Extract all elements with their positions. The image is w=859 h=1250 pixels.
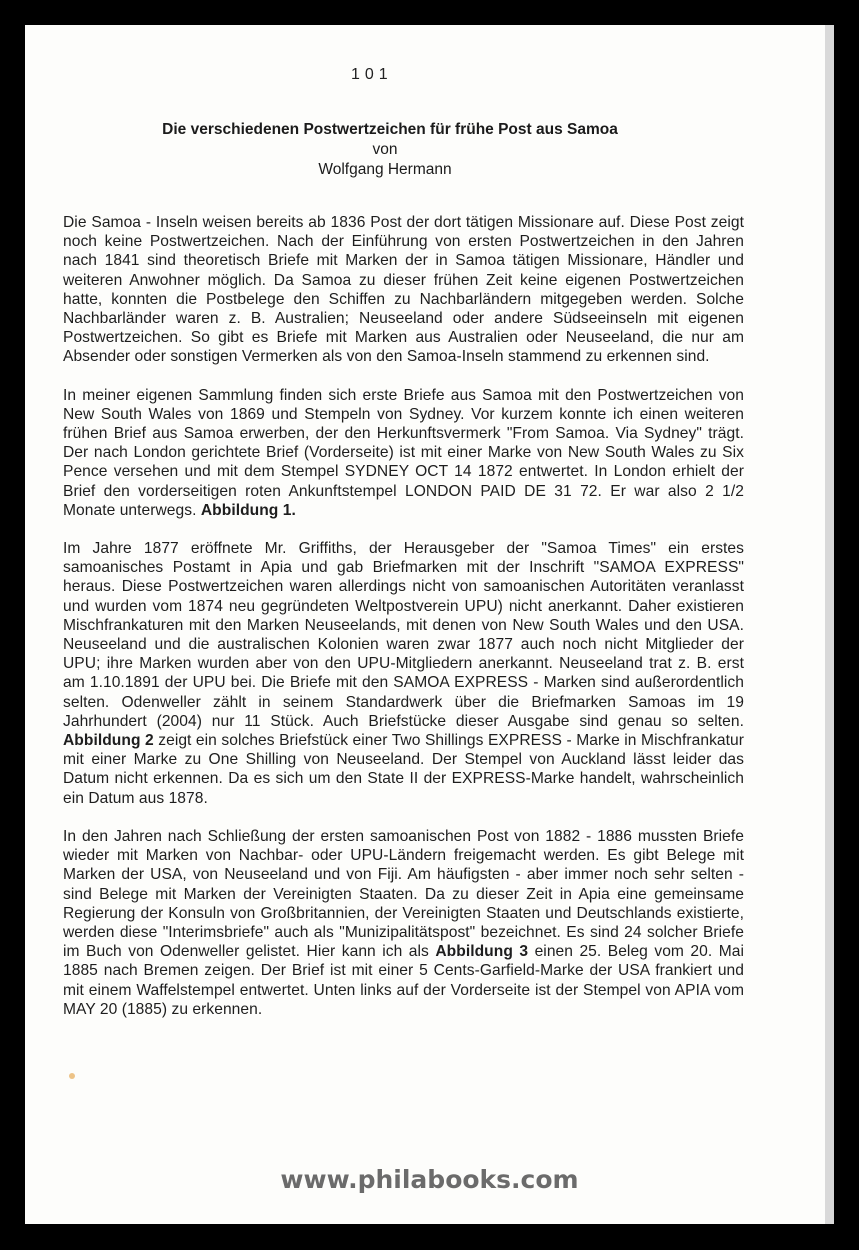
paragraph-text: In den Jahren nach Schließung der ersten samoanischen Post von 1882 - 1886 mussten Briefe wieder mit Marken von Nachbar- oder UPU-Ländern freigemacht werden. Es gibt Belege mit Marken der USA, von Neuseeland und von Fiji. Am häufigsten - aber immer noch sehr selten - sind Belege mit Marken der Vereinigten Staaten. Da zu dieser Zeit in Apia eine gemeinsame Regierung der Konsuln von Großbritannien, der Vereinigten Staaten und Deutschlands existierte, werden diese "Interimsbriefe" auch als "Munizipalitätspost" bezeichnet. Es sind 24 solcher Briefe im Buch von Odenweller gelistet. Hier kann ich als — [63, 827, 744, 961]
title-block — [25, 120, 745, 180]
paragraph-text: zeigt ein solches Briefstück einer Two Shillings EXPRESS - Marke in Mischfrankatur mit einer Marke zu One Shilling von Neuseeland. Der Stempel von Auckland lässt leider das Datum nicht erkennen. Da es sich um den State II der EXPRESS-Marke handelt, wahrscheinlich ein Datum aus 1878. — [63, 732, 744, 807]
figure-reference: Abbildung 2 — [63, 732, 154, 750]
paragraph-text: einen 25. Beleg vom 20. Mai 1885 nach Bremen zeigen. Der Brief ist mit einer 5 Cents-Garfield-Marke der USA frankiert und mit einem Waffelstempel entwertet. Unten links auf der Vorderseite ist der Stempel von APIA vom MAY 20 (1885) zu erkennen. — [63, 943, 745, 1018]
page-edge — [825, 25, 834, 1224]
paragraph-text: Die Samoa - Inseln weisen bereits ab 1836 Post der dort tätigen Missionare auf. Diese Post zeigt noch keine Postwertzeichen. Nach der Einführung von ersten Postwertzeichen in den Jahren nach 1841 sind theoretisch Briefe mit Marken der in Samoa tätigen Missionare, Händler und weiteren Anwohner möglich. Da Samoa zu dieser frühen Zeit keine eigenen Postwertzeichen hatte, konnten die Postbelege den Schiffen zu Nachbarländern mitgegeben werden. Solche Nachbarländer waren z. B. Australien; Neuseeland oder andere Südseeinseln mit eigenen Postwertzeichen. So gibt es Briefe mit Marken aus Australien oder Neuseeland, die nur am Absender oder sonstigen Vermerken als von den Samoa-Inseln stammend zu erkennen sind. — [63, 214, 744, 366]
byline-von: von — [372, 141, 398, 158]
paragraph-text: Im Jahre 1877 eröffnete Mr. Griffiths, der Herausgeber der "Samoa Times" ein erstes samoanisches Postamt in Apia und gab Briefmarken mit der Inschrift "SAMOA EXPRESS" heraus. Diese Postwertzeichen waren allerdings nicht von samoanischen Autoritäten veranlasst und wurden vom 1874 neu gegründeten Weltpostverein UPU) nicht anerkannt. Daher existieren Mischfrankaturen mit den Marken Neuseelands, mit denen von New South Wales und den USA. Neuseeland und die australischen Kolonien waren zwar 1877 auch noch nicht Mitglieder der UPU; ihre Marken wurden aber von den UPU-Mitgliedern anerkannt. Neuseeland trat z. B. erst am 1.10.1891 der UPU bei. Die Briefe mit den SAMOA EXPRESS - Marken sind außerordentlich selten. Odenweller zählt in seinem Standardwerk über die Briefmarken Samoas im 19 Jahrhundert (2004) nur 11 Stück. Auch Briefstücke dieser Ausgabe sind genau so selten. — [63, 540, 744, 730]
paragraph-4 — [63, 827, 744, 1019]
article-title: Die verschiedenen Postwertzeichen für frühe Post aus Samoa — [162, 121, 618, 138]
paragraph-3 — [63, 539, 744, 808]
article-body — [63, 213, 744, 1038]
author-name: Wolfgang Hermann — [318, 161, 452, 178]
figure-reference: Abbildung 1. — [200, 501, 296, 519]
footer-watermark-url: www.philabooks.com — [280, 1165, 579, 1194]
paragraph-1 — [63, 213, 744, 367]
document-page — [25, 25, 825, 1224]
paper-stain — [69, 1073, 75, 1079]
paragraph-2 — [63, 386, 744, 520]
figure-reference: Abbildung 3 — [435, 943, 529, 961]
page-number: 101 — [351, 66, 393, 83]
paragraph-text: In meiner eigenen Sammlung finden sich erste Briefe aus Samoa mit den Postwertzeichen von New South Wales von 1869 und Stempeln von Sydney. Vor kurzem konnte ich einen weiteren frühen Brief aus Samoa erwerben, der den Herkunftsvermerk "From Samoa. Via Sydney" trägt. Der nach London gerichtete Brief (Vorderseite) ist mit einer Marke von New South Wales zu Six Pence versehen und mit dem Stempel SYDNEY OCT 14 1872 entwertet. In London erhielt der Brief den vorderseitigen roten Ankunftstempel LONDON PAID DE 31 72. Er war also 2 1/2 Monate unterwegs. — [63, 386, 744, 519]
